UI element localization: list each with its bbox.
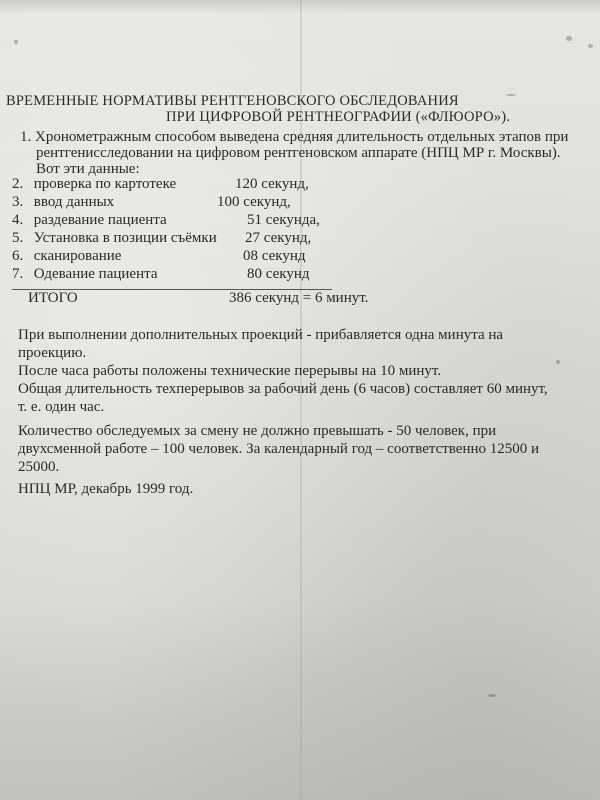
speck: [488, 694, 496, 697]
speck: [588, 44, 593, 48]
item-number: 6.: [12, 248, 24, 264]
item-value: 27 секунд,: [245, 230, 312, 246]
intro-line3: Вот эти данные:: [36, 161, 140, 177]
list-item: [12, 266, 158, 283]
list-item: [12, 176, 176, 193]
paragraph-line: После часа работы положены технические перерывы на 10 минут.: [18, 363, 442, 379]
paragraph-line: При выполнении дополнительных проекций - прибавляется одна минута на: [18, 327, 504, 343]
item-number: 5.: [12, 230, 24, 246]
item-label: сканирование: [33, 248, 122, 264]
list-item: [12, 194, 114, 211]
paragraph-line: проекцию.: [18, 345, 87, 361]
item-label: Одевание пациента: [33, 266, 158, 282]
intro-line1: 1. Хронометражным способом выведена средняя длительность отдельных этапов при: [20, 129, 569, 145]
paragraph-line: 25000.: [18, 459, 60, 475]
document-title-line2: ПРИ ЦИФРОВОЙ РЕНТНЕОГРАФИИ («ФЛЮОРО»).: [166, 109, 511, 125]
speck: [566, 36, 572, 41]
paragraph-line: двухсменной работе – 100 человек. За календарный год – соответственно 12500 и: [18, 441, 540, 457]
paragraph-line: НПЦ МР, декабрь 1999 год.: [18, 481, 194, 497]
item-value: 80 секунд: [247, 266, 310, 282]
intro-line2: рентгенисследовании на цифровом рентгеновском аппарате (НПЦ МР г. Москвы).: [36, 145, 561, 161]
item-number: 4.: [12, 212, 24, 228]
item-label: Установка в позиции съёмки: [33, 230, 217, 246]
paragraph-line: т. е. один час.: [18, 399, 105, 415]
paragraph-line: Количество обследуемых за смену не должно превышать - 50 человек, при: [18, 423, 497, 439]
list-item: [12, 212, 167, 229]
item-value: 51 секунда,: [247, 212, 320, 228]
list-item: [12, 230, 217, 247]
speck: [556, 360, 560, 364]
item-value: 100 секунд,: [217, 194, 291, 210]
speck: [506, 94, 516, 96]
item-label: проверка по картотеке: [33, 176, 177, 192]
speck: [14, 40, 18, 44]
item-number: 2.: [12, 176, 24, 192]
item-number: 7.: [12, 266, 24, 282]
paper-shadow: [0, 600, 600, 800]
item-label: ввод данных: [33, 194, 115, 210]
item-value: 08 секунд: [243, 248, 306, 264]
paragraph-line: Общая длительность техперерывов за рабочий день (6 часов) составляет 60 минут,: [18, 381, 548, 397]
item-number: 3.: [12, 194, 24, 210]
list-item: [12, 248, 121, 265]
item-label: раздевание пациента: [33, 212, 167, 228]
total-value: 386 секунд = 6 минут.: [229, 290, 369, 306]
item-value: 120 секунд,: [235, 176, 309, 192]
total-label: ИТОГО: [28, 290, 78, 306]
document-title-line1: ВРЕМЕННЫЕ НОРМАТИВЫ РЕНТГЕНОВСКОГО ОБСЛЕДОВАНИЯ: [6, 93, 459, 109]
